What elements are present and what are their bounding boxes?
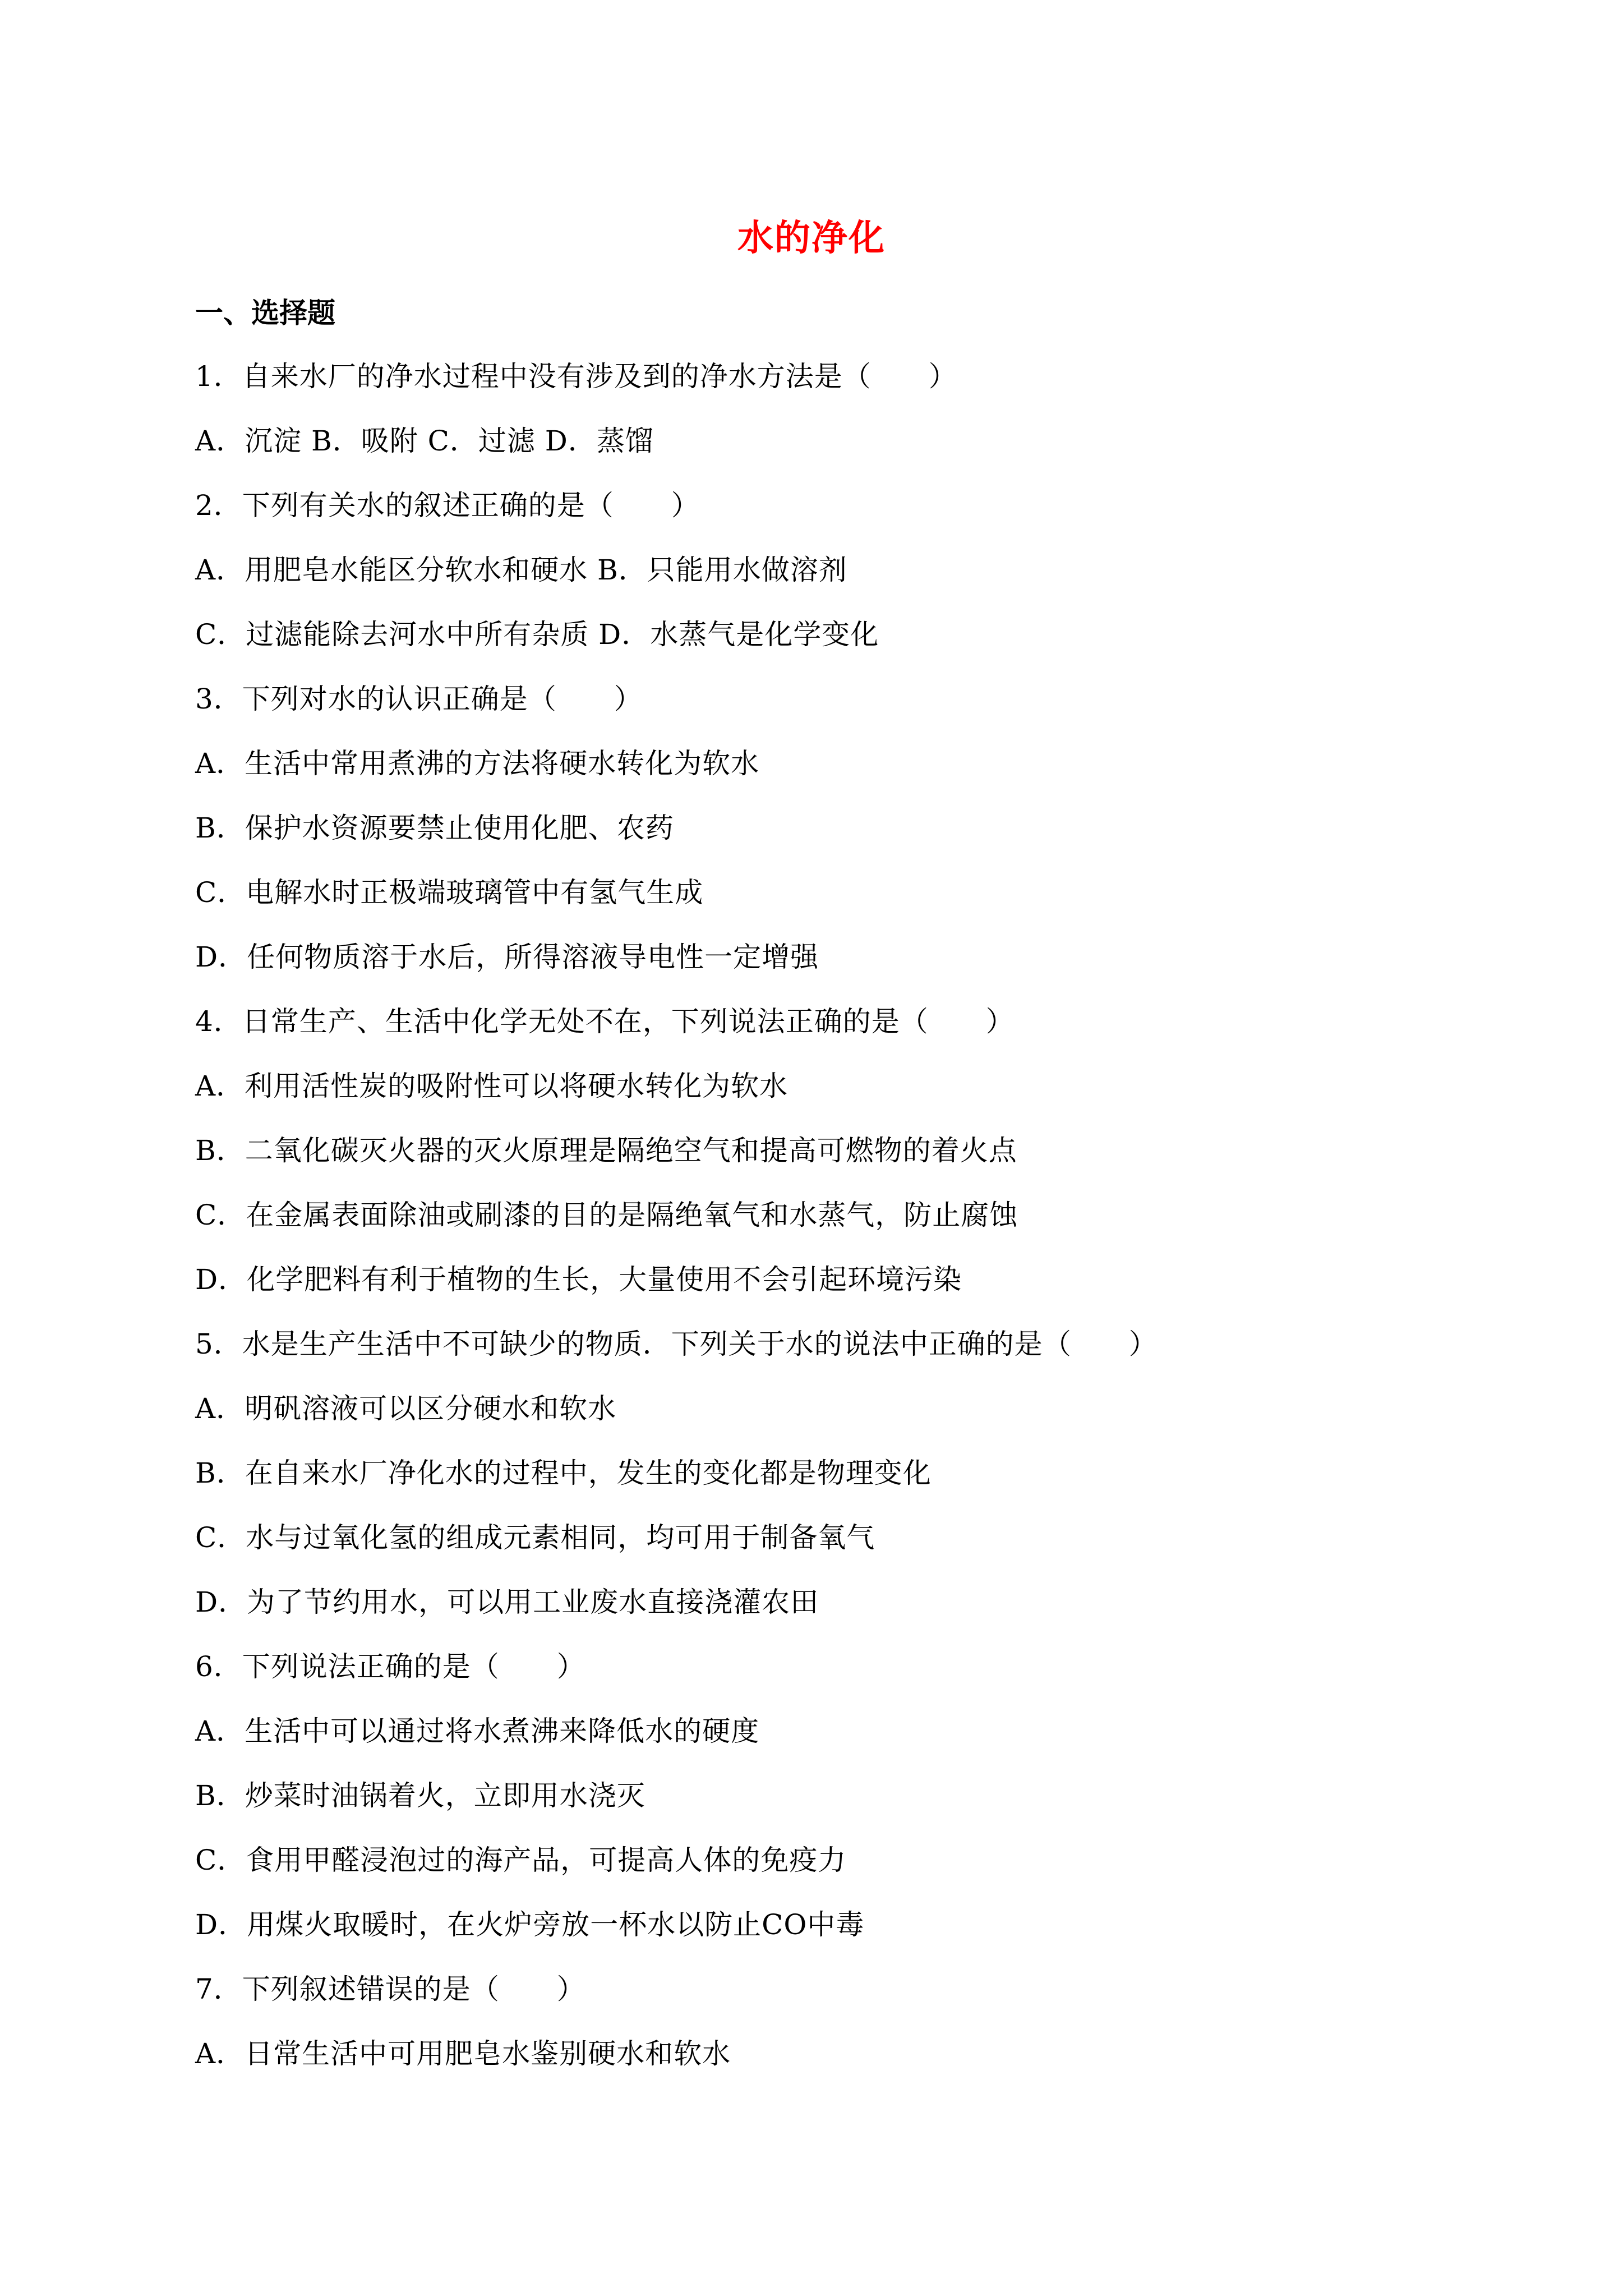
answer-option-line: D．为了节约用水，可以用工业废水直接浇灌农田: [195, 1586, 819, 1618]
section-heading: 一、选择题: [195, 296, 335, 329]
answer-option-line: C．在金属表面除油或刷漆的目的是隔绝氧气和水蒸气，防止腐蚀: [195, 1199, 1018, 1231]
question-stem: 5．水是生产生活中不可缺少的物质．下列关于水的说法中正确的是（ ）: [195, 1328, 1158, 1360]
answer-option-line: A．生活中常用煮沸的方法将硬水转化为软水: [195, 747, 760, 780]
question-stem: 1．自来水厂的净水过程中没有涉及到的净水方法是（ ）: [195, 360, 957, 393]
answer-option-line: A．生活中可以通过将水煮沸来降低水的硬度: [195, 1715, 760, 1747]
answer-option-line: A．日常生活中可用肥皂水鉴别硬水和软水: [195, 2037, 731, 2070]
answer-option-line: C．水与过氧化氢的组成元素相同，均可用于制备氧气: [195, 1521, 875, 1554]
document-title: 水的净化: [737, 217, 886, 259]
answer-option-line: B．在自来水厂净化水的过程中，发生的变化都是物理变化: [195, 1457, 932, 1489]
answer-option-line: D．用煤火取暖时，在火炉旁放一杯水以防止CO中毒: [195, 1908, 865, 1941]
question-stem: 3．下列对水的认识正确是（ ）: [195, 683, 643, 715]
answer-option-line: A．用肥皂水能区分软水和硬水 B．只能用水做溶剂: [195, 554, 847, 586]
answer-option-line: B．保护水资源要禁止使用化肥、农药: [195, 812, 674, 844]
question-stem: 6．下列说法正确的是（ ）: [195, 1650, 585, 1683]
answer-option-line: D．任何物质溶于水后，所得溶液导电性一定增强: [195, 941, 819, 973]
answer-option-line: B．炒菜时油锅着火，立即用水浇灭: [195, 1779, 645, 1812]
answer-option-line: C．食用甲醛浸泡过的海产品，可提高人体的免疫力: [195, 1844, 847, 1876]
question-list: [195, 354, 1429, 2096]
answer-option-line: D．化学肥料有利于植物的生长，大量使用不会引起环境污染: [195, 1263, 962, 1296]
question-stem: 2．下列有关水的叙述正确的是（ ）: [195, 489, 700, 522]
answer-option-line: A．沉淀 B．吸附 C．过滤 D．蒸馏: [195, 425, 654, 457]
answer-option-line: B．二氧化碳灭火器的灭火原理是隔绝空气和提高可燃物的着火点: [195, 1134, 1017, 1167]
answer-option-line: A．利用活性炭的吸附性可以将硬水转化为软水: [195, 1070, 789, 1102]
answer-option-line: A．明矾溶液可以区分硬水和软水: [195, 1392, 617, 1425]
question-stem: 7．下列叙述错误的是（ ）: [195, 1973, 585, 2005]
answer-option-line: C．电解水时正极端玻璃管中有氢气生成: [195, 876, 704, 909]
answer-option-line: C．过滤能除去河水中所有杂质 D．水蒸气是化学变化: [195, 618, 879, 651]
question-stem: 4．日常生产、生活中化学无处不在，下列说法正确的是（ ）: [195, 1005, 1015, 1038]
